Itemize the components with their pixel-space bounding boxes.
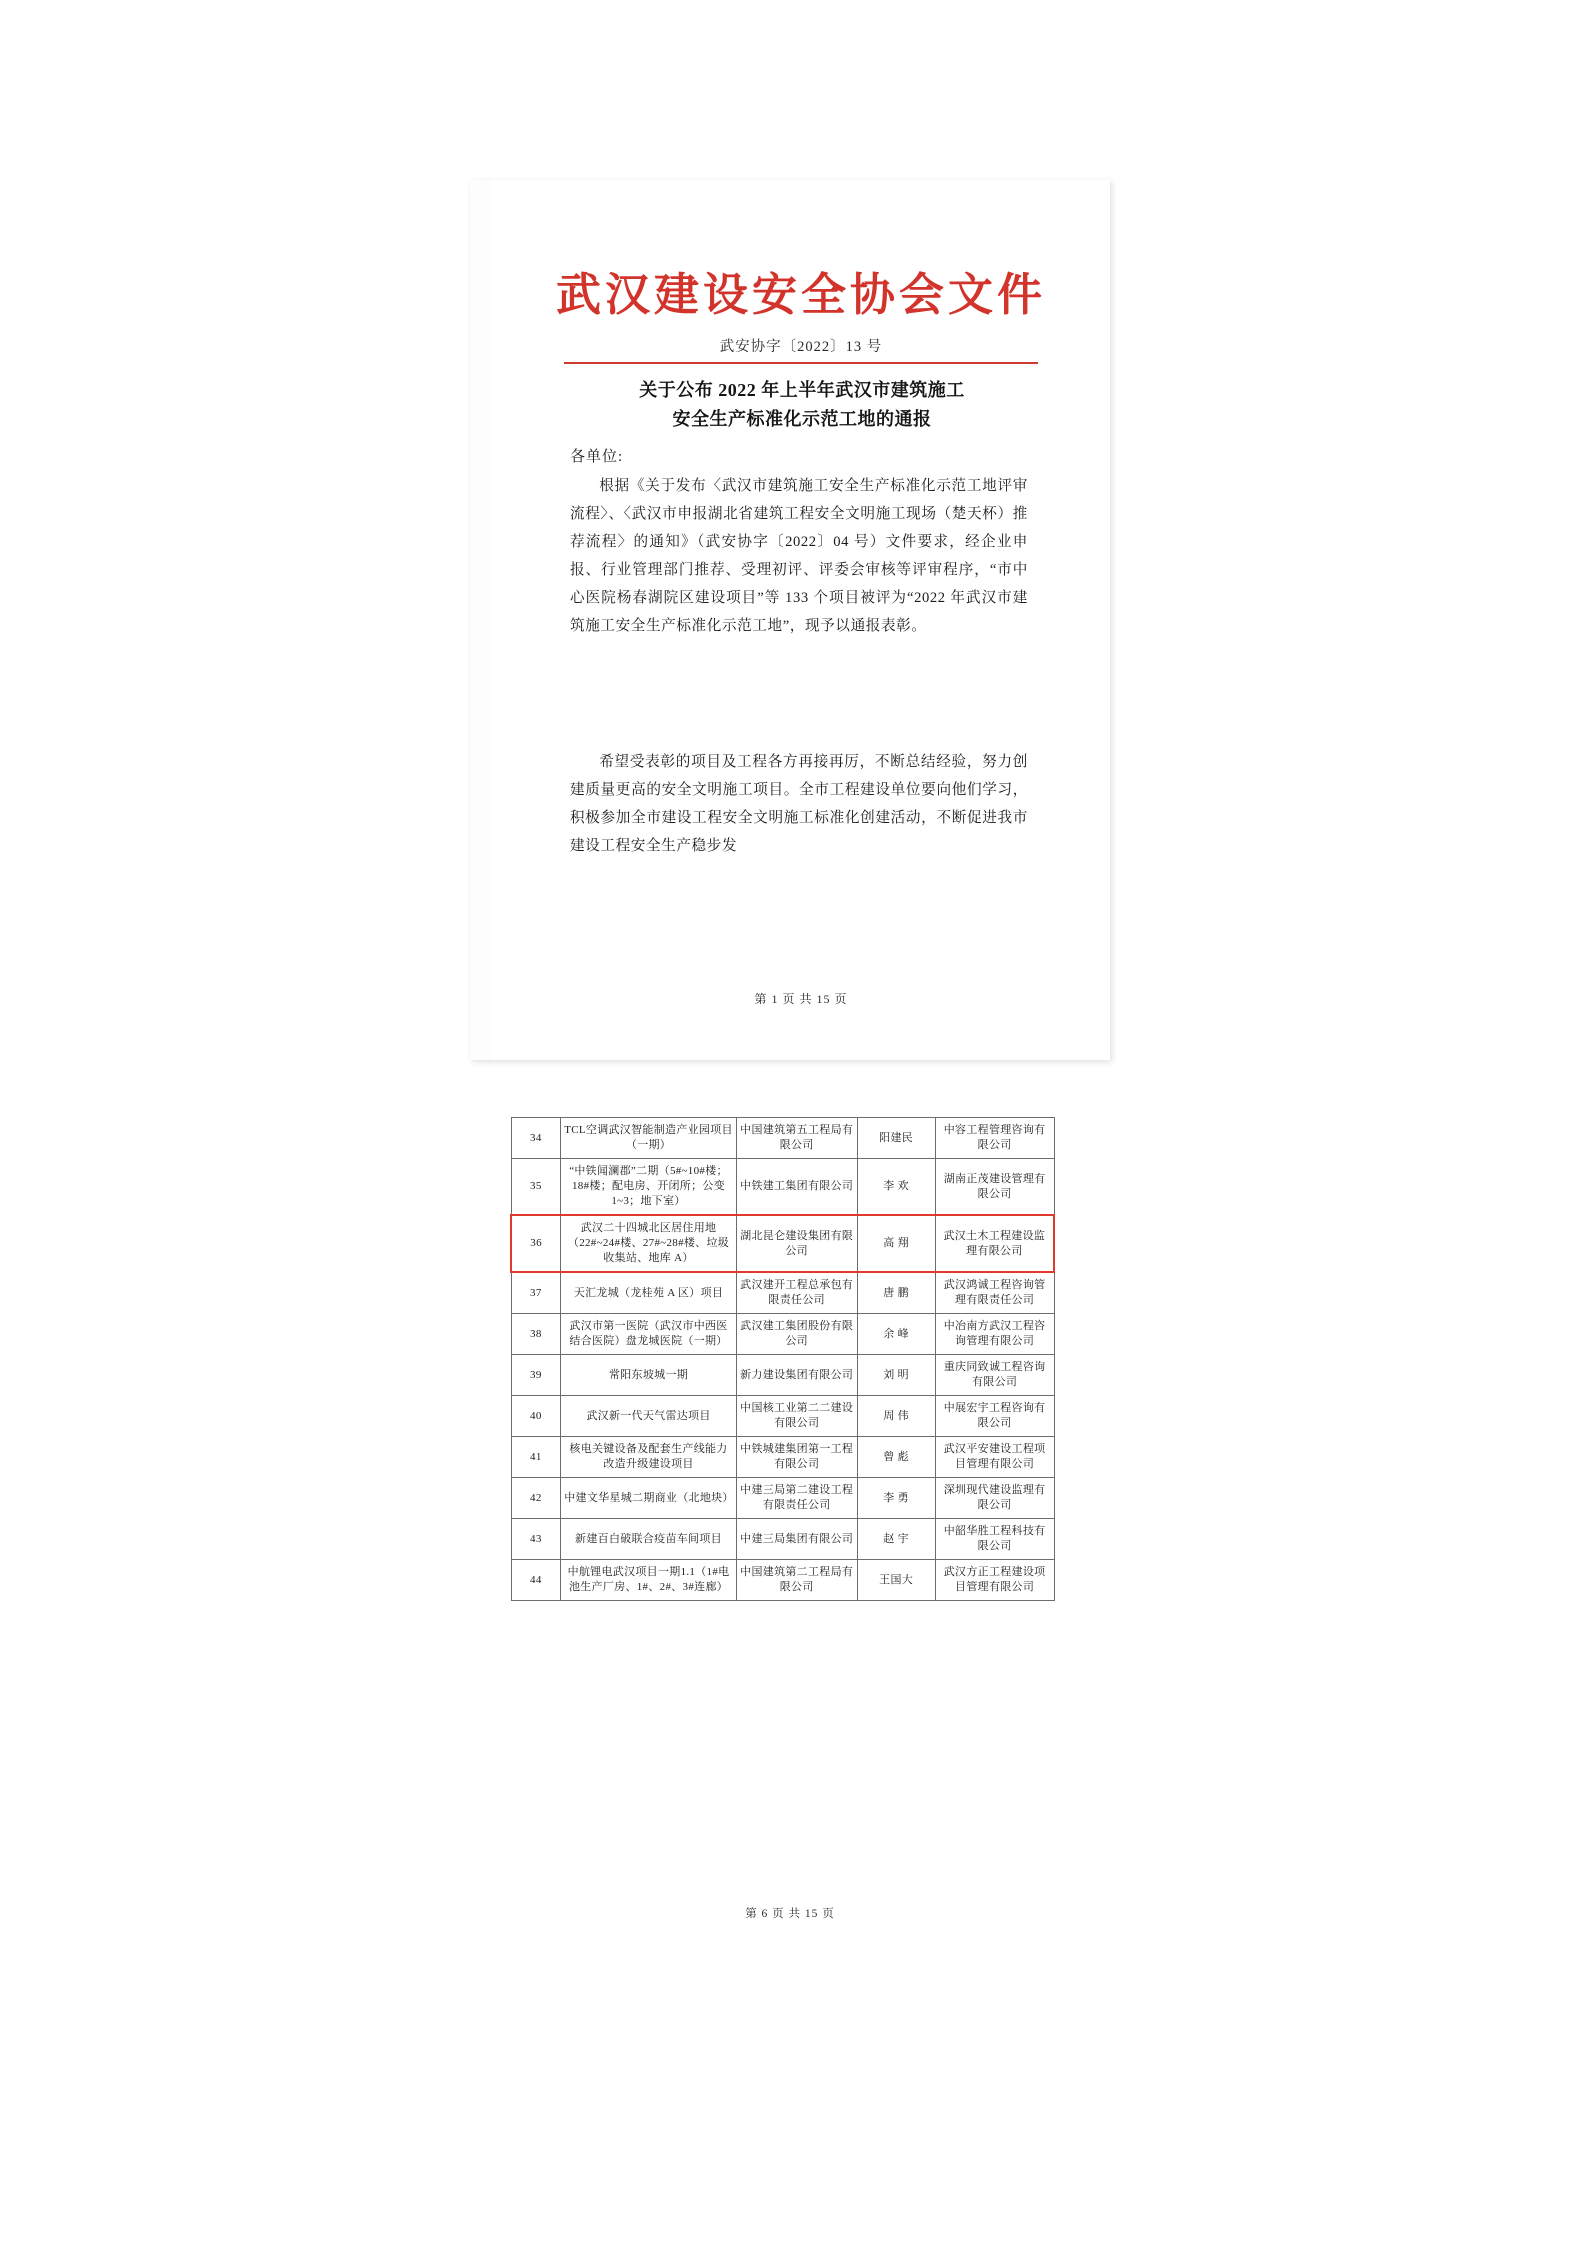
table-row <box>511 1355 1054 1396</box>
table-row <box>511 1215 1054 1272</box>
cell-supervision-unit: 武汉平安建设工程项目管理有限公司 <box>935 1437 1054 1478</box>
document-subject-line-1: 关于公布 2022 年上半年武汉市建筑施工 <box>639 380 965 400</box>
page-footer-6: 第 6 页 共 15 页 <box>745 1908 835 1920</box>
cell-responsible-person: 高 翔 <box>857 1215 935 1272</box>
cell-supervision-unit: 武汉鸿诚工程咨询管理有限责任公司 <box>935 1272 1054 1314</box>
cell-responsible-person: 周 伟 <box>857 1396 935 1437</box>
document-page-1-scan <box>470 180 1110 1060</box>
cell-responsible-person: 曾 彪 <box>857 1437 935 1478</box>
table-body <box>511 1118 1054 1601</box>
cell-no: 34 <box>511 1118 561 1159</box>
cell-supervision-unit: 重庆同致诚工程咨询有限公司 <box>935 1355 1054 1396</box>
body-paragraph-1: 根据《关于发布〈武汉市建筑施工安全生产标准化示范工地评审流程〉、〈武汉市申报湖北省建筑工程安全文明施工现场（楚天杯）推荐流程〉的通知》（武安协字〔2022〕04 号）文件要求，经企业申报、行业管理部门推荐、受理初评、评委会审核等评审程序，“市中心医院杨春湖院区建设项目”等 133 个项目被评为“2022 年武汉市建筑施工安全生产标准化示范工地”，现予以通报表彰。 <box>570 478 1028 634</box>
cell-responsible-person: 王国大 <box>857 1560 935 1601</box>
page-footer-1: 第 1 页 共 15 页 <box>754 992 848 1006</box>
cell-project-name: 天汇龙城（龙桂苑 A 区）项目 <box>561 1272 737 1314</box>
cell-no: 37 <box>511 1272 561 1314</box>
table-row <box>511 1118 1054 1159</box>
table-row <box>511 1478 1054 1519</box>
cell-supervision-unit: 武汉土木工程建设监理有限公司 <box>935 1215 1054 1272</box>
cell-no: 44 <box>511 1560 561 1601</box>
cell-project-name: “中铁闻澜郡”二期（5#~10#楼；18#楼；配电房、开闭所；公变 1~3；地下室） <box>561 1159 737 1216</box>
cell-construction-unit: 中铁城建集团第一工程有限公司 <box>736 1437 857 1478</box>
page-1-content <box>492 180 1110 1060</box>
cell-supervision-unit: 武汉方正工程建设项目管理有限公司 <box>935 1560 1054 1601</box>
cell-supervision-unit: 中容工程管理咨询有限公司 <box>935 1118 1054 1159</box>
cell-no: 36 <box>511 1215 561 1272</box>
cell-project-name: 常阳东坡城一期 <box>561 1355 737 1396</box>
document-page-6-scan <box>500 1105 1080 1945</box>
cell-construction-unit: 武汉建开工程总承包有限责任公司 <box>736 1272 857 1314</box>
cell-no: 40 <box>511 1396 561 1437</box>
cell-responsible-person: 李 勇 <box>857 1478 935 1519</box>
cell-construction-unit: 武汉建工集团股份有限公司 <box>736 1314 857 1355</box>
cell-responsible-person: 唐 鹏 <box>857 1272 935 1314</box>
cell-no: 41 <box>511 1437 561 1478</box>
cell-responsible-person: 余 峰 <box>857 1314 935 1355</box>
cell-construction-unit: 新力建设集团有限公司 <box>736 1355 857 1396</box>
cell-construction-unit: 中国核工业第二二建设有限公司 <box>736 1396 857 1437</box>
cell-no: 38 <box>511 1314 561 1355</box>
cell-supervision-unit: 深圳现代建设监理有限公司 <box>935 1478 1054 1519</box>
cell-no: 39 <box>511 1355 561 1396</box>
cell-no: 35 <box>511 1159 561 1216</box>
cell-construction-unit: 中铁建工集团有限公司 <box>736 1159 857 1216</box>
document-subject <box>552 376 1052 434</box>
cell-responsible-person: 刘 明 <box>857 1355 935 1396</box>
cell-construction-unit: 中国建筑第二工程局有限公司 <box>736 1560 857 1601</box>
table-row <box>511 1272 1054 1314</box>
cell-project-name: 武汉市第一医院（武汉市中西医结合医院）盘龙城医院（一期） <box>561 1314 737 1355</box>
cell-project-name: 武汉二十四城北区居住用地（22#~24#楼、27#~28#楼、垃圾收集站、地库 A） <box>561 1215 737 1272</box>
cell-supervision-unit: 湖南正茂建设管理有限公司 <box>935 1159 1054 1216</box>
cell-no: 43 <box>511 1519 561 1560</box>
cell-project-name: 新建百白破联合疫苗车间项目 <box>561 1519 737 1560</box>
table-row <box>511 1437 1054 1478</box>
cell-project-name: 中建文华星城二期商业（北地块） <box>561 1478 737 1519</box>
table-row <box>511 1560 1054 1601</box>
cell-project-name: 核电关键设备及配套生产线能力改造升级建设项目 <box>561 1437 737 1478</box>
cell-supervision-unit: 中展宏宇工程咨询有限公司 <box>935 1396 1054 1437</box>
cell-construction-unit: 中建三局第二建设工程有限责任公司 <box>736 1478 857 1519</box>
red-divider <box>564 362 1038 364</box>
table-row <box>511 1159 1054 1216</box>
cell-project-name: TCL空调武汉智能制造产业园项目（一期） <box>561 1118 737 1159</box>
cell-construction-unit: 中建三局集团有限公司 <box>736 1519 857 1560</box>
cell-no: 42 <box>511 1478 561 1519</box>
cell-supervision-unit: 中韶华胜工程科技有限公司 <box>935 1519 1054 1560</box>
cell-supervision-unit: 中冶南方武汉工程咨询管理有限公司 <box>935 1314 1054 1355</box>
table-row <box>511 1314 1054 1355</box>
project-listing-table <box>510 1117 1055 1601</box>
page-title: 武汉建设安全协会文件 <box>555 270 1046 320</box>
cell-construction-unit: 中国建筑第五工程局有限公司 <box>736 1118 857 1159</box>
cell-responsible-person: 赵 宇 <box>857 1519 935 1560</box>
cell-project-name: 武汉新一代天气雷达项目 <box>561 1396 737 1437</box>
cell-responsible-person: 阳建民 <box>857 1118 935 1159</box>
cell-project-name: 中航锂电武汉项目一期1.1（1#电池生产厂房、1#、2#、3#连廊） <box>561 1560 737 1601</box>
document-subject-line-2: 安全生产标准化示范工地的通报 <box>672 409 932 429</box>
cell-construction-unit: 湖北昆仑建设集团有限公司 <box>736 1215 857 1272</box>
document-number: 武安协字〔2022〕13 号 <box>719 339 883 355</box>
cell-responsible-person: 李 欢 <box>857 1159 935 1216</box>
body-paragraph-2: 希望受表彰的项目及工程各方再接再厉，不断总结经验，努力创建质量更高的安全文明施工项目。全市工程建设单位要向他们学习，积极参加全市建设工程安全文明施工标准化创建活动，不断促进我市建设工程安全生产稳步发 <box>570 754 1028 854</box>
table-row <box>511 1396 1054 1437</box>
table-row <box>511 1519 1054 1560</box>
salutation: 各单位: <box>570 449 624 465</box>
